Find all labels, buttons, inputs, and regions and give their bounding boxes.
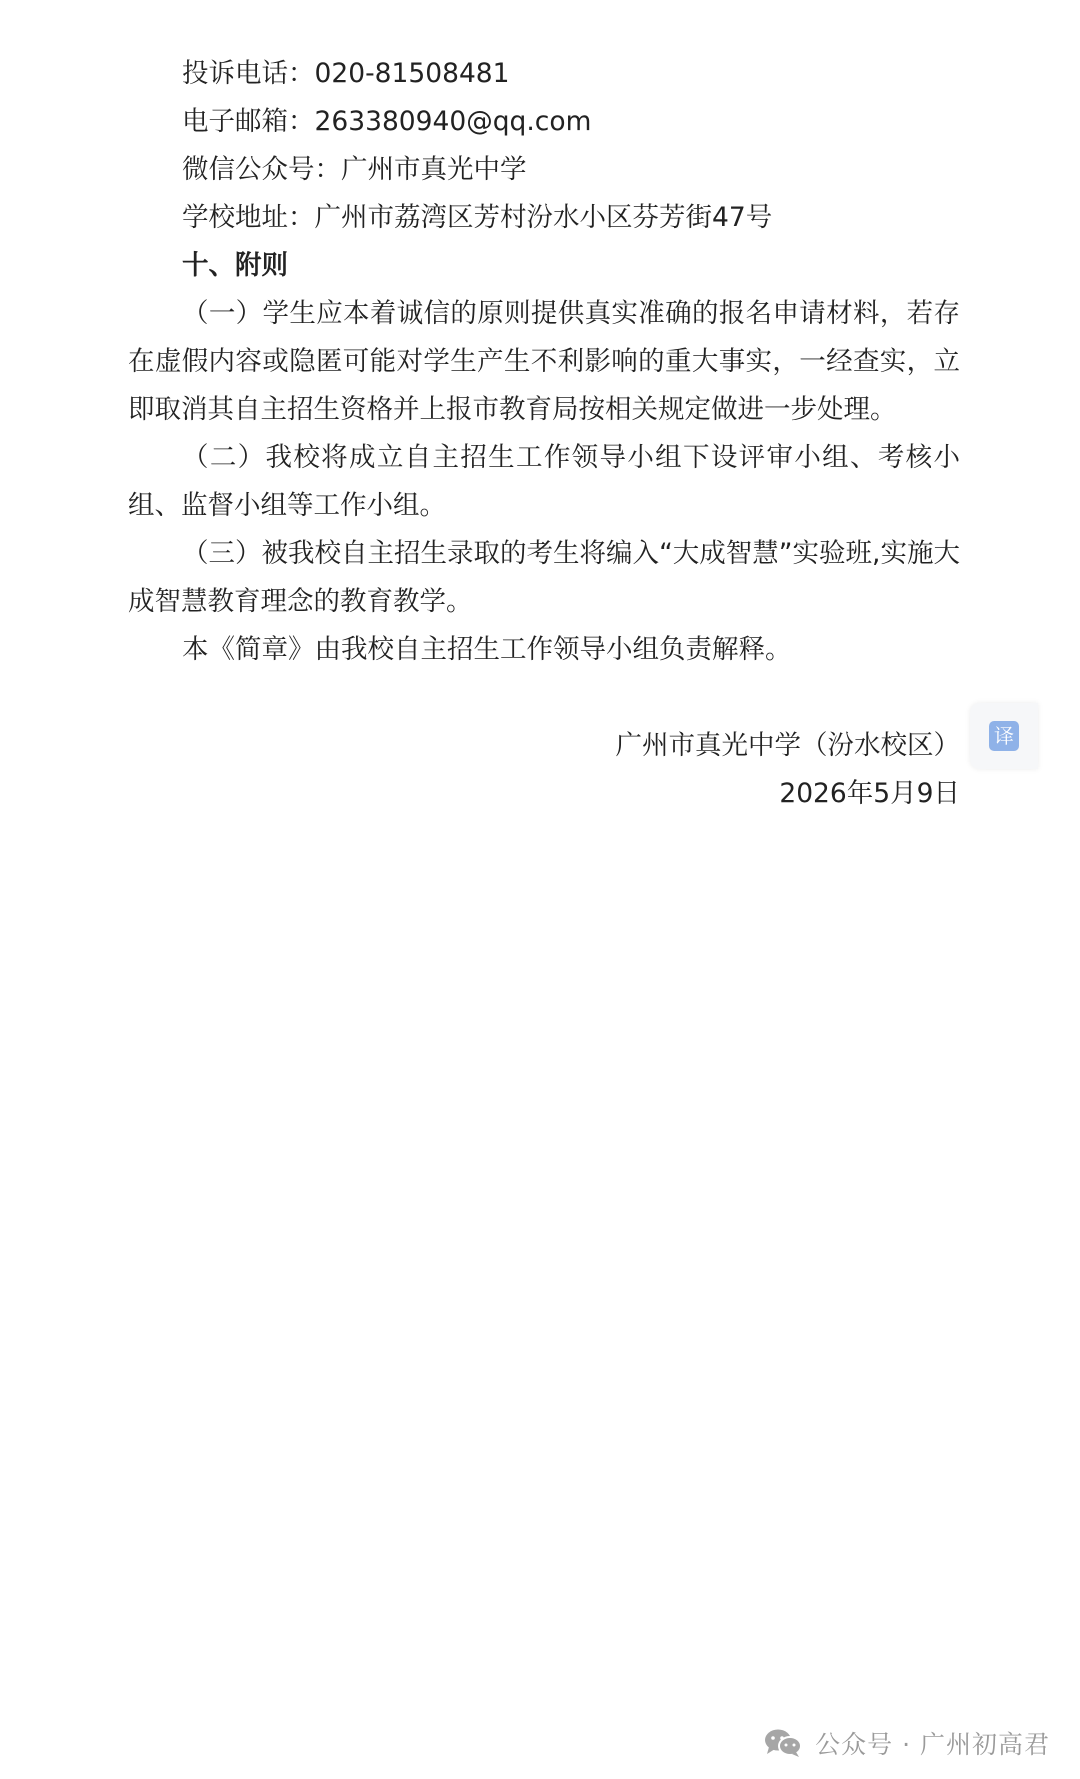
paragraph-4: 本《简章》由我校自主招生工作领导小组负责解释。: [182, 634, 792, 665]
signature-block: [128, 722, 960, 818]
translate-button[interactable]: [970, 703, 1038, 769]
watermark-text: 公众号 · 广州初高君: [815, 1730, 1050, 1759]
section-heading: 十、附则: [182, 250, 288, 281]
paragraph-2: （二）我校将成立自主招生工作领导小组下设评审小组、考核小组、监督小组等工作小组。: [128, 442, 960, 521]
paragraph-1: （一）学生应本着诚信的原则提供真实准确的报名申请材料，若存在虚假内容或隐匿可能对学生产生不利影响的重大事实，一经查实，立即取消其自主招生资格并上报市教育局按相关规定做进一步处理。: [128, 298, 960, 425]
email: 电子邮箱：263380940@qq.com: [182, 106, 592, 137]
paragraph-3: （三）被我校自主招生录取的考生将编入“大成智慧”实验班,实施大成智慧教育理念的教育教学。: [128, 538, 960, 617]
school-address: 学校地址：广州市荔湾区芳村汾水小区芬芳街47号: [182, 202, 773, 233]
wechat-account: 微信公众号：广州市真光中学: [182, 154, 527, 185]
complaint-phone: 投诉电话：020-81508481: [182, 58, 510, 89]
wechat-icon: [763, 1728, 803, 1758]
signature-date: 2026年5月9日: [779, 778, 960, 809]
signature-school: 广州市真光中学（汾水校区）: [615, 730, 960, 761]
translate-icon: 译: [989, 721, 1019, 751]
document-body: [128, 50, 960, 818]
watermark: [763, 1725, 1050, 1761]
